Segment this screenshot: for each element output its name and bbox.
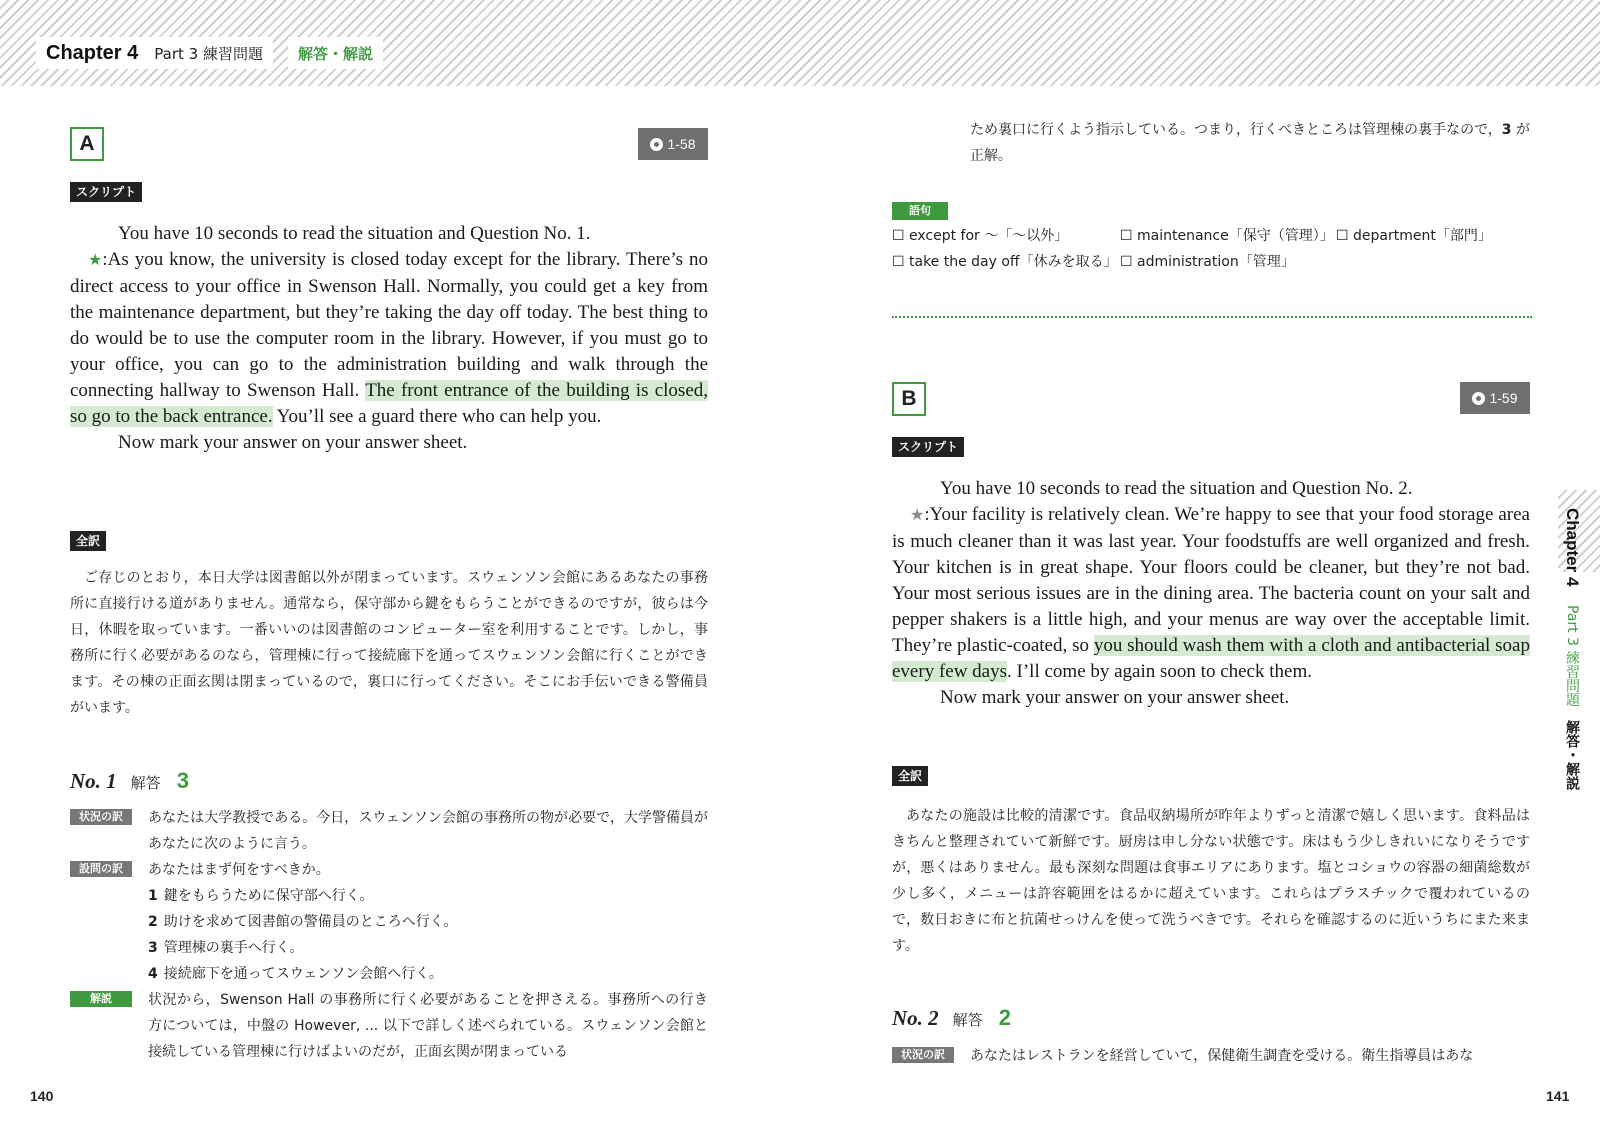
choice-2-text: 助けを求めて図書館の警備員のところへ行く。 [163, 914, 458, 930]
page-number-right: 141 [1546, 1088, 1570, 1104]
vocab-item-1: ☐ except for ～「～以外」 [892, 228, 1069, 244]
section-a-answer-value: 3 [176, 768, 189, 793]
page-number-left: 140 [30, 1088, 54, 1104]
explanation-cont-num: 3 [1501, 122, 1512, 138]
section-a-track-badge [638, 128, 708, 160]
section-b-script-tag: スクリプト [892, 437, 964, 457]
header-part: Part 3 練習問題 [154, 44, 263, 63]
side-tab-part: Part 3 練習問題 [1564, 605, 1580, 707]
section-a-explanation: 状況から，Swenson Hall の事務所に行く必要があることを押さえる。事務所への行き方については，中盤の However, ... 以下で詳しく述べられている。スウェンソン会館と接続している管理棟に行けばよいのだが，正面玄関が閉まっている [148, 992, 708, 1060]
explanation-cont-2: が正解。 [970, 122, 1530, 164]
section-b-answer-label: 解答 [952, 1011, 983, 1029]
section-a-letter: A [70, 127, 104, 161]
section-b-letter: B [892, 382, 926, 416]
audio-disc-icon [650, 138, 663, 151]
section-a-script-highlight: The front entrance of the building is closed, so go to the back entrance. [70, 380, 709, 427]
choice-2 [148, 909, 457, 935]
section-b-script [892, 476, 1530, 711]
section-a-explanation-tag: 解説 [70, 991, 132, 1007]
choice-3-num: 3 [148, 940, 158, 956]
section-a-answer-line [70, 768, 189, 794]
section-a-script-outro: Now mark your answer on your answer sheet. [118, 432, 468, 453]
section-a-question: あなたはまず何をすべきか。 [148, 862, 330, 878]
header-chapter-box [36, 37, 273, 69]
choice-1-num: 1 [148, 888, 158, 904]
section-b-answer-line [892, 1005, 1011, 1031]
section-b-script-intro: You have 10 seconds to read the situation and Question No. 2. [940, 478, 1413, 499]
section-a-translation-tag: 全訳 [70, 531, 106, 551]
choice-1-text: 鍵をもらうために保守部へ行く。 [163, 888, 374, 904]
choice-4-num: 4 [148, 966, 158, 982]
header-chapter: Chapter 4 [46, 41, 139, 64]
star-icon: ★ [88, 252, 103, 269]
section-a-answer-no: No. 1 [70, 769, 117, 793]
choice-4-text: 接続廊下を通ってスウェンソン会館へ行く。 [163, 966, 443, 982]
section-a-track-number: 1-58 [667, 136, 696, 152]
section-a-situation: あなたは大学教授である。今日，スウェンソン会館の事務所の物が必要で，大学警備員があなたに次のように言う。 [148, 810, 708, 852]
section-a-translation: ご存じのとおり，本日大学は図書館以外が閉まっています。スウェンソン会館にあるあなたの事務所に直接行ける道がありません。通常なら，保守部から鍵をもらうことができるのですが，彼らは今日，休暇を取っています。一番いいのは図書館のコンピューター室を利用することです。しかし，事務所に行く必要があるのなら，管理棟に行って接続廊下を通ってスウェンソン会館に行くことができます。その棟の正面玄関は閉まっているので，裏口に行ってください。そこにお手伝いできる警備員がいます。 [70, 570, 708, 716]
section-a-situation-tag: 状況の訳 [70, 809, 132, 825]
section-a-answer-label: 解答 [130, 774, 161, 792]
header-answer-section: 解答・解説 [288, 37, 383, 69]
section-b-script-outro: Now mark your answer on your answer sheet. [940, 687, 1290, 708]
choice-1 [148, 883, 373, 909]
section-a-explanation-continued [970, 117, 1530, 169]
section-a-script [70, 221, 708, 456]
section-b-script-highlight: you should wash them with a cloth and antibacterial soap every few days [892, 635, 1530, 682]
section-b-answer-no: No. 2 [892, 1006, 939, 1030]
explanation-cont-1: ため裏口に行くよう指示している。つまり，行くべきところは管理棟の裏手なので， [970, 122, 1502, 138]
section-b-script-body-1: :Your facility is relatively clean. We’re happy to see that your food storage area is much cleaner than it was last year. Your foodstuffs are well organized and fresh. Your kitchen is in great shape. Your floors could be cleaner, but they’re not bad. Your most serious issues are in the dining area. The bacteria count on your salt and pepper shakers is a little high, and your menus are way over the acceptable limit. They’re plastic-coated, so [892, 504, 1530, 656]
section-b-situation-tag: 状況の訳 [892, 1047, 954, 1063]
section-a-vocab-tag: 語句 [892, 202, 948, 220]
choice-3-text: 管理棟の裏手へ行く。 [163, 940, 304, 956]
star-icon: ★ [910, 507, 925, 524]
section-b-situation: あなたはレストランを経営していて，保健衛生調査を受ける。衛生指導員はあな [970, 1048, 1474, 1064]
section-b-script-body-2: . I’ll come by again soon to check them. [1007, 661, 1312, 682]
vocab-item-5: ☐ administration「管理」 [1120, 254, 1295, 270]
vocab-item-2: ☐ maintenance「保守（管理）」 [1120, 228, 1334, 244]
section-a-script-tag: スクリプト [70, 182, 142, 202]
section-a-script-body-2: You’ll see a guard there who can help you. [272, 406, 602, 427]
side-tab-answer-section: 解答・解説 [1564, 719, 1580, 790]
side-tab-chapter: Chapter 4 [1563, 508, 1582, 587]
side-tab [1562, 508, 1582, 790]
audio-disc-icon [1472, 392, 1485, 405]
section-a-script-intro: You have 10 seconds to read the situation and Question No. 1. [118, 223, 591, 244]
section-b-track-number: 1-59 [1489, 390, 1518, 406]
section-b-script-body [892, 502, 1530, 685]
section-b-track-badge [1460, 382, 1530, 414]
section-b-translation: あなたの施設は比較的清潔です。食品収納場所が昨年よりずっと清潔で嬉しく思います。食料品はきちんと整理されていて新鮮です。厨房は申し分ない状態です。床はもう少しきれいになりそうですが，悪くはありません。最も深刻な問題は食事エリアにあります。塩とコショウの容器の細菌総数が少し多く，メニューは許容範囲をはるかに超えています。これらはプラスチックで覆われているので，数日おきに布と抗菌せっけんを使って洗うべきです。それらを確認するのに近いうちにまた来ます。 [892, 808, 1530, 954]
choice-3 [148, 935, 303, 961]
choice-4 [148, 961, 443, 987]
section-b-answer-value: 2 [998, 1005, 1011, 1030]
choice-2-num: 2 [148, 914, 158, 930]
section-a-script-body-1: :As you know, the university is closed today except for the library. There’s no direct access to your office in Swenson Hall. Normally, you could get a key from the maintenance department, but they’re taking the day off today. The best thing to do would be to use the computer room in the library. However, if you must go to your office, you can go to the administration building and walk through the connecting hallway to Swenson Hall. [70, 249, 708, 401]
section-a-question-tag: 設問の訳 [70, 861, 132, 877]
section-a-script-body [70, 247, 708, 430]
vocab-item-4: ☐ take the day off「休みを取る」 [892, 254, 1118, 270]
section-b-translation-tag: 全訳 [892, 766, 928, 786]
section-divider [892, 316, 1532, 318]
vocab-item-3: ☐ department「部門」 [1336, 228, 1492, 244]
